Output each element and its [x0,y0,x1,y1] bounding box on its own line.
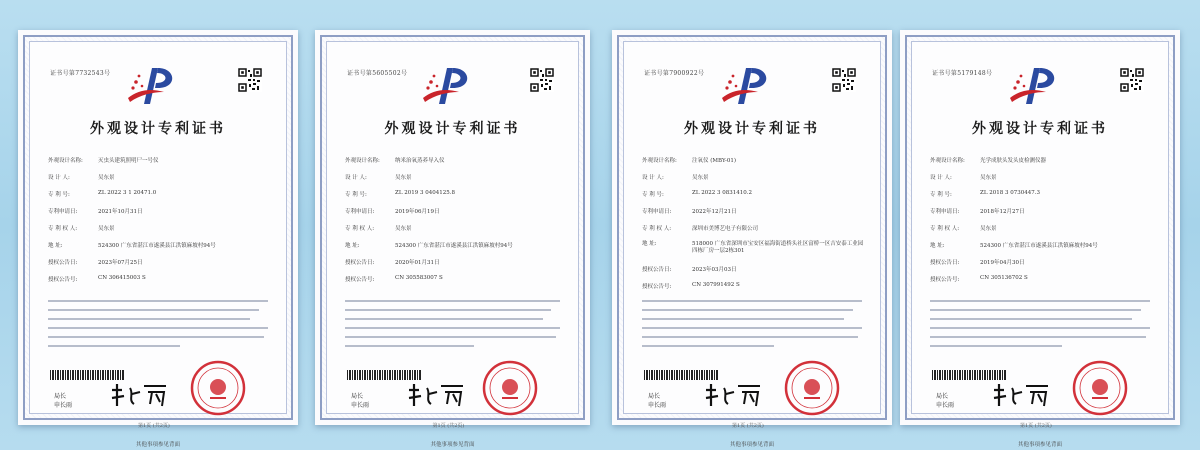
field-patent-number: 专 利 号: ZL 2018 3 0730447.3 [930,190,1040,198]
director-title: 局长 申长雨 [936,393,955,409]
certificate-fields [642,156,864,299]
signature-icon [990,380,1054,410]
field-application-date: 专利申请日: 2022年12月21日 [642,209,737,215]
certificate-title: 外观设计专利证书 [684,121,820,137]
footer-note: 其他事项参见背面 [430,442,475,448]
footer-note: 其他事项参见背面 [135,442,180,448]
field-address: 地 址: 524300 广东省湛江市遂溪县江洪镇麻坡村94号 [930,243,1098,249]
page-count: 第1页 (共2页) [138,423,170,429]
certificate-body-text [345,300,560,354]
page-count: 第1页 (共2页) [432,423,465,429]
qr-code-icon [238,68,262,92]
field-grant-number: 授权公告号: CN 305583007 S [345,275,443,283]
field-design-name: 外观设计名称: 光学成肤头发头皮检测仪器 [930,158,1047,164]
certificate-body-text [642,300,862,354]
signature-icon [405,380,469,410]
field-design-name: 外观设计名称: 纳米治氧蒸养导入仪 [345,158,445,164]
field-designer: 设 计 人: 吴东景 [642,175,709,181]
certificate-body-text [930,300,1150,354]
certificate-number: 证书号第5605502号 [347,70,408,77]
footer-note: 其他事项参见背面 [1017,442,1062,448]
qr-code-icon [832,68,856,92]
field-application-date: 专利申请日: 2018年12月27日 [930,209,1025,215]
barcode-icon [347,370,421,380]
patent-office-logo-icon [124,64,184,108]
field-designer: 设 计 人: 吴东景 [345,175,412,181]
field-patentee: 专 利 权 人: 吴东景 [48,226,115,232]
patent-certificate-4 [900,30,1180,448]
field-grant-date: 授权公告日: 2020年01月31日 [345,260,440,266]
barcode-icon [644,370,718,380]
official-seal-icon [190,360,246,416]
field-patent-number: 专 利 号: ZL 2019 3 0404125.8 [345,190,455,198]
patent-certificate-2 [315,30,590,448]
official-seal-icon [1072,360,1128,416]
certificate-fields [48,156,270,292]
field-grant-number: 授权公告号: CN 306415003 S [48,275,146,283]
patent-office-logo-icon [1006,64,1066,108]
page-count: 第1页 (共2页) [732,423,764,429]
director-title: 局长 申长雨 [648,393,667,409]
patent-certificate-1 [18,30,298,448]
certificate-fields [930,156,1152,292]
field-patentee: 专 利 权 人: 深圳市美博艺电子有限公司 [642,226,759,232]
field-address: 地 址: 524300 广东省湛江市遂溪县江洪镇麻坡村94号 [48,243,216,249]
field-grant-date: 授权公告日: 2019年04月30日 [930,260,1025,266]
official-seal-icon [784,360,840,416]
certificate-number: 证书号第7900922号 [644,70,705,77]
signature-icon [108,380,172,410]
field-designer: 设 计 人: 吴东景 [930,175,997,181]
field-grant-date: 授权公告日: 2023年07月25日 [48,260,143,266]
certificate-number: 证书号第5179148号 [932,70,993,77]
footer-note: 其他事项参见背面 [729,442,774,448]
field-patentee: 专 利 权 人: 吴东景 [930,226,997,232]
qr-code-icon [1120,68,1144,92]
field-patent-number: 专 利 号: ZL 2022 3 0831410.2 [642,190,752,198]
field-address: 地 址: 518000 广东省深圳市宝安区福海街道桥头社区富桥一区吉安泰工业园四栋厂房一层2栋301 [642,241,864,254]
field-design-name: 外观设计名称: 灭虫头建筑照明尸一号仪 [48,158,159,164]
field-designer: 设 计 人: 吴东景 [48,175,115,181]
field-grant-number: 授权公告号: CN 307991492 S [642,282,740,290]
field-application-date: 专利申请日: 2019年06月19日 [345,209,440,215]
qr-code-icon [530,68,554,92]
certificate-body-text [48,300,268,354]
field-patentee: 专 利 权 人: 吴东景 [345,226,412,232]
director-title: 局长 申长雨 [351,393,370,409]
barcode-icon [50,370,124,380]
barcode-icon [932,370,1006,380]
certificate-fields [345,156,562,292]
field-grant-date: 授权公告日: 2023年03月03日 [642,267,737,273]
page-count: 第1页 (共2页) [1020,423,1052,429]
field-address: 地 址: 524300 广东省湛江市遂溪县江洪镇麻坡村94号 [345,243,513,249]
certificate-title: 外观设计专利证书 [384,121,521,137]
field-application-date: 专利申请日: 2021年10月31日 [48,209,143,215]
certificate-title: 外观设计专利证书 [972,121,1108,137]
field-design-name: 外观设计名称: 注氧仪 (MBY-01) [642,158,737,164]
director-title: 局长 申长雨 [54,393,73,409]
signature-icon [702,380,766,410]
patent-office-logo-icon [419,64,479,108]
field-grant-number: 授权公告号: CN 305136702 S [930,275,1028,283]
official-seal-icon [482,360,538,416]
patent-certificate-3 [612,30,892,448]
patent-office-logo-icon [718,64,778,108]
certificate-title: 外观设计专利证书 [90,121,226,137]
field-patent-number: 专 利 号: ZL 2022 3 1 20471.0 [48,190,157,198]
certificate-number: 证书号第7732543号 [50,70,111,77]
